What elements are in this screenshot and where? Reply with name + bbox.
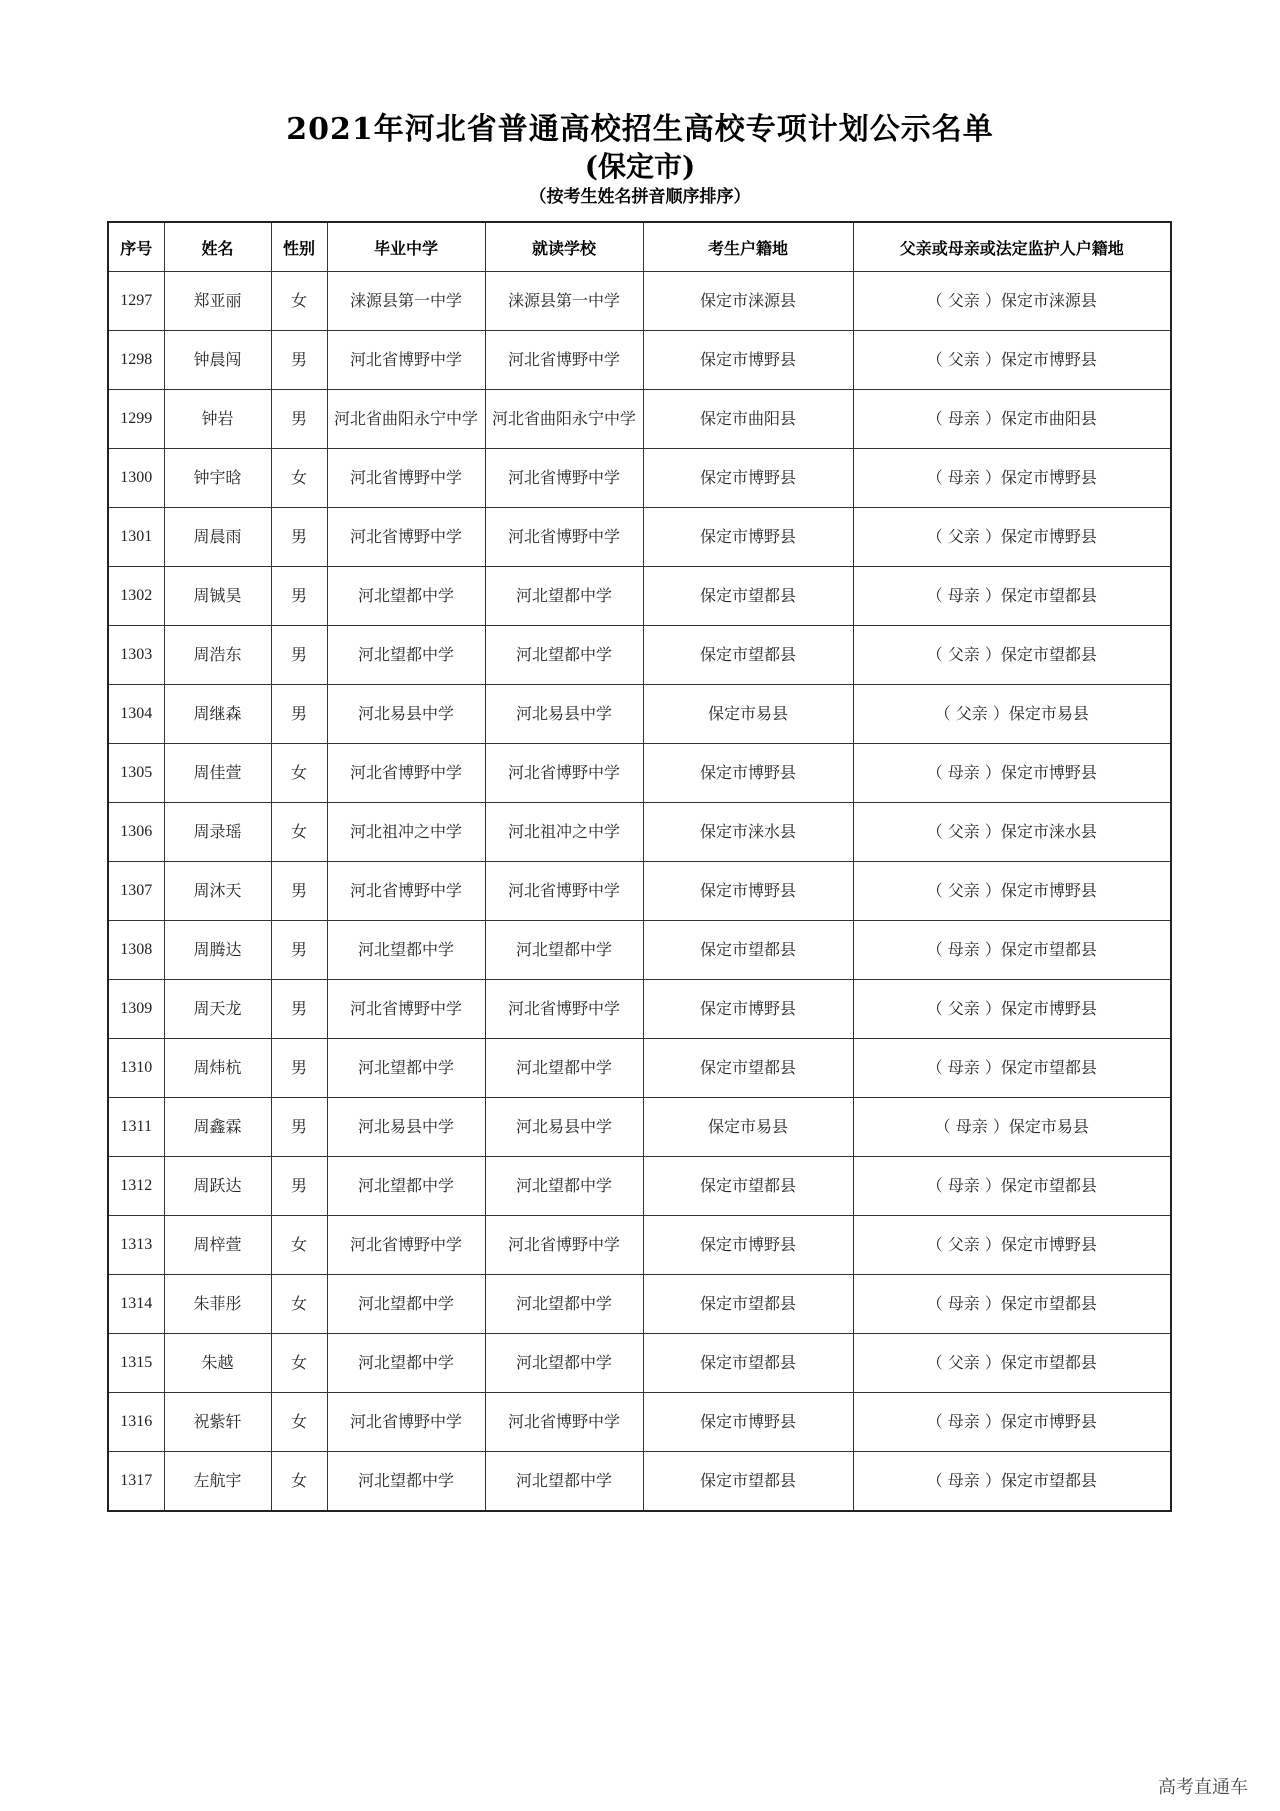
table-header-row (108, 222, 1171, 272)
cell-guardian-residence: （ 母亲 ）保定市博野县 (853, 744, 1171, 803)
column-header-name: 姓名 (164, 222, 271, 272)
cell-student-residence: 保定市博野县 (643, 508, 853, 567)
cell-gender: 男 (271, 331, 327, 390)
cell-guardian-residence: （ 母亲 ）保定市易县 (853, 1098, 1171, 1157)
table-row (108, 685, 1171, 744)
cell-gender: 女 (271, 1216, 327, 1275)
cell-student-residence: 保定市望都县 (643, 1334, 853, 1393)
cell-name: 周佳萱 (164, 744, 271, 803)
cell-name: 郑亚丽 (164, 272, 271, 331)
cell-name: 周铖昊 (164, 567, 271, 626)
cell-name: 周录瑶 (164, 803, 271, 862)
table-row (108, 449, 1171, 508)
cell-name: 朱越 (164, 1334, 271, 1393)
cell-graduated-school: 河北省博野中学 (327, 1216, 485, 1275)
cell-guardian-residence: （ 父亲 ）保定市博野县 (853, 508, 1171, 567)
cell-gender: 女 (271, 272, 327, 331)
cell-gender: 男 (271, 921, 327, 980)
cell-graduated-school: 河北省博野中学 (327, 1393, 485, 1452)
cell-name: 周天龙 (164, 980, 271, 1039)
cell-graduated-school: 河北望都中学 (327, 1275, 485, 1334)
cell-index: 1317 (108, 1452, 164, 1512)
cell-current-school: 河北望都中学 (485, 1275, 643, 1334)
cell-name: 周跃达 (164, 1157, 271, 1216)
cell-graduated-school: 河北省曲阳永宁中学 (327, 390, 485, 449)
cell-student-residence: 保定市望都县 (643, 626, 853, 685)
cell-current-school: 河北省博野中学 (485, 862, 643, 921)
cell-name: 周炜杭 (164, 1039, 271, 1098)
cell-guardian-residence: （ 母亲 ）保定市博野县 (853, 449, 1171, 508)
cell-gender: 男 (271, 626, 327, 685)
cell-graduated-school: 河北易县中学 (327, 1098, 485, 1157)
cell-name: 周梓萱 (164, 1216, 271, 1275)
table-row (108, 1098, 1171, 1157)
cell-name: 朱菲彤 (164, 1275, 271, 1334)
cell-name: 钟岩 (164, 390, 271, 449)
cell-guardian-residence: （ 母亲 ）保定市望都县 (853, 1157, 1171, 1216)
cell-gender: 男 (271, 1157, 327, 1216)
cell-current-school: 涞源县第一中学 (485, 272, 643, 331)
cell-student-residence: 保定市望都县 (643, 567, 853, 626)
cell-guardian-residence: （ 母亲 ）保定市望都县 (853, 567, 1171, 626)
cell-guardian-residence: （ 父亲 ）保定市博野县 (853, 862, 1171, 921)
column-header-index: 序号 (108, 222, 164, 272)
cell-current-school: 河北省博野中学 (485, 1216, 643, 1275)
cell-index: 1301 (108, 508, 164, 567)
cell-guardian-residence: （ 母亲 ）保定市望都县 (853, 1275, 1171, 1334)
document-subtitle: (保定市) (584, 150, 696, 183)
cell-graduated-school: 河北省博野中学 (327, 449, 485, 508)
cell-gender: 男 (271, 508, 327, 567)
table-row (108, 1452, 1171, 1512)
cell-current-school: 河北易县中学 (485, 1098, 643, 1157)
column-header-current-school: 就读学校 (485, 222, 643, 272)
cell-index: 1305 (108, 744, 164, 803)
cell-current-school: 河北省博野中学 (485, 331, 643, 390)
cell-student-residence: 保定市望都县 (643, 1157, 853, 1216)
cell-index: 1302 (108, 567, 164, 626)
table-row (108, 921, 1171, 980)
table-row (108, 1157, 1171, 1216)
cell-index: 1311 (108, 1098, 164, 1157)
cell-student-residence: 保定市博野县 (643, 449, 853, 508)
cell-graduated-school: 河北省博野中学 (327, 331, 485, 390)
cell-current-school: 河北易县中学 (485, 685, 643, 744)
cell-current-school: 河北望都中学 (485, 626, 643, 685)
cell-current-school: 河北省博野中学 (485, 980, 643, 1039)
cell-current-school: 河北望都中学 (485, 1157, 643, 1216)
cell-graduated-school: 涞源县第一中学 (327, 272, 485, 331)
cell-current-school: 河北省曲阳永宁中学 (485, 390, 643, 449)
cell-current-school: 河北望都中学 (485, 1334, 643, 1393)
table-row (108, 744, 1171, 803)
cell-index: 1308 (108, 921, 164, 980)
cell-gender: 男 (271, 980, 327, 1039)
cell-student-residence: 保定市博野县 (643, 331, 853, 390)
column-header-guardian-residence: 父亲或母亲或法定监护人户籍地 (853, 222, 1171, 272)
cell-student-residence: 保定市曲阳县 (643, 390, 853, 449)
column-header-graduated-school: 毕业中学 (327, 222, 485, 272)
watermark: 高考直通车 (1158, 1777, 1248, 1798)
cell-student-residence: 保定市望都县 (643, 1039, 853, 1098)
cell-current-school: 河北望都中学 (485, 921, 643, 980)
cell-index: 1315 (108, 1334, 164, 1393)
cell-index: 1304 (108, 685, 164, 744)
table-row (108, 567, 1171, 626)
cell-student-residence: 保定市涞源县 (643, 272, 853, 331)
cell-guardian-residence: （ 母亲 ）保定市望都县 (853, 1039, 1171, 1098)
cell-name: 钟宇晗 (164, 449, 271, 508)
cell-gender: 女 (271, 449, 327, 508)
cell-graduated-school: 河北望都中学 (327, 1452, 485, 1512)
cell-guardian-residence: （ 父亲 ）保定市望都县 (853, 1334, 1171, 1393)
cell-graduated-school: 河北望都中学 (327, 567, 485, 626)
cell-guardian-residence: （ 父亲 ）保定市易县 (853, 685, 1171, 744)
cell-current-school: 河北祖冲之中学 (485, 803, 643, 862)
cell-index: 1312 (108, 1157, 164, 1216)
cell-current-school: 河北省博野中学 (485, 508, 643, 567)
table-row (108, 1039, 1171, 1098)
cell-student-residence: 保定市望都县 (643, 1275, 853, 1334)
cell-graduated-school: 河北望都中学 (327, 626, 485, 685)
cell-guardian-residence: （ 父亲 ）保定市博野县 (853, 1216, 1171, 1275)
cell-index: 1306 (108, 803, 164, 862)
cell-gender: 男 (271, 862, 327, 921)
cell-name: 周沐天 (164, 862, 271, 921)
cell-name: 周继森 (164, 685, 271, 744)
cell-student-residence: 保定市易县 (643, 685, 853, 744)
table-row (108, 1334, 1171, 1393)
cell-gender: 女 (271, 744, 327, 803)
cell-graduated-school: 河北省博野中学 (327, 744, 485, 803)
cell-name: 周鑫霖 (164, 1098, 271, 1157)
cell-index: 1297 (108, 272, 164, 331)
cell-current-school: 河北望都中学 (485, 567, 643, 626)
cell-guardian-residence: （ 父亲 ）保定市涞水县 (853, 803, 1171, 862)
cell-gender: 女 (271, 1334, 327, 1393)
cell-index: 1299 (108, 390, 164, 449)
cell-current-school: 河北省博野中学 (485, 449, 643, 508)
cell-graduated-school: 河北省博野中学 (327, 862, 485, 921)
cell-gender: 男 (271, 685, 327, 744)
cell-graduated-school: 河北省博野中学 (327, 980, 485, 1039)
cell-student-residence: 保定市博野县 (643, 1393, 853, 1452)
cell-guardian-residence: （ 母亲 ）保定市望都县 (853, 921, 1171, 980)
cell-index: 1307 (108, 862, 164, 921)
cell-graduated-school: 河北省博野中学 (327, 508, 485, 567)
cell-gender: 男 (271, 390, 327, 449)
table-row (108, 508, 1171, 567)
cell-name: 周腾达 (164, 921, 271, 980)
cell-current-school: 河北望都中学 (485, 1039, 643, 1098)
cell-current-school: 河北望都中学 (485, 1452, 643, 1512)
cell-guardian-residence: （ 父亲 ）保定市博野县 (853, 331, 1171, 390)
cell-index: 1309 (108, 980, 164, 1039)
cell-gender: 女 (271, 1452, 327, 1512)
cell-index: 1300 (108, 449, 164, 508)
cell-current-school: 河北省博野中学 (485, 744, 643, 803)
cell-student-residence: 保定市望都县 (643, 921, 853, 980)
table-row (108, 1275, 1171, 1334)
roster-table (107, 221, 1172, 1512)
cell-name: 周浩东 (164, 626, 271, 685)
table-row (108, 272, 1171, 331)
cell-graduated-school: 河北望都中学 (327, 921, 485, 980)
cell-guardian-residence: （ 母亲 ）保定市望都县 (853, 1452, 1171, 1512)
cell-student-residence: 保定市涞水县 (643, 803, 853, 862)
cell-name: 钟晨闯 (164, 331, 271, 390)
table-row (108, 626, 1171, 685)
document-title: 2021年河北省普通高校招生高校专项计划公示名单 (286, 112, 994, 147)
cell-index: 1314 (108, 1275, 164, 1334)
cell-name: 周晨雨 (164, 508, 271, 567)
table-row (108, 862, 1171, 921)
cell-graduated-school: 河北易县中学 (327, 685, 485, 744)
table-row (108, 390, 1171, 449)
cell-graduated-school: 河北望都中学 (327, 1157, 485, 1216)
cell-index: 1313 (108, 1216, 164, 1275)
cell-student-residence: 保定市博野县 (643, 1216, 853, 1275)
cell-student-residence: 保定市博野县 (643, 862, 853, 921)
table-row (108, 803, 1171, 862)
sort-note: （按考生姓名拼音顺序排序） (529, 187, 751, 207)
cell-guardian-residence: （ 父亲 ）保定市博野县 (853, 980, 1171, 1039)
table-row (108, 1216, 1171, 1275)
cell-index: 1298 (108, 331, 164, 390)
cell-graduated-school: 河北望都中学 (327, 1039, 485, 1098)
cell-index: 1310 (108, 1039, 164, 1098)
cell-name: 祝紫轩 (164, 1393, 271, 1452)
cell-graduated-school: 河北望都中学 (327, 1334, 485, 1393)
cell-gender: 女 (271, 803, 327, 862)
table-row (108, 980, 1171, 1039)
cell-gender: 女 (271, 1393, 327, 1452)
cell-guardian-residence: （ 父亲 ）保定市望都县 (853, 626, 1171, 685)
cell-graduated-school: 河北祖冲之中学 (327, 803, 485, 862)
cell-guardian-residence: （ 母亲 ）保定市曲阳县 (853, 390, 1171, 449)
cell-name: 左航宇 (164, 1452, 271, 1512)
cell-index: 1316 (108, 1393, 164, 1452)
cell-index: 1303 (108, 626, 164, 685)
cell-student-residence: 保定市博野县 (643, 744, 853, 803)
cell-guardian-residence: （ 母亲 ）保定市博野县 (853, 1393, 1171, 1452)
cell-student-residence: 保定市望都县 (643, 1452, 853, 1512)
cell-current-school: 河北省博野中学 (485, 1393, 643, 1452)
cell-student-residence: 保定市博野县 (643, 980, 853, 1039)
column-header-gender: 性别 (271, 222, 327, 272)
table-row (108, 1393, 1171, 1452)
cell-guardian-residence: （ 父亲 ）保定市涞源县 (853, 272, 1171, 331)
cell-gender: 女 (271, 1275, 327, 1334)
cell-student-residence: 保定市易县 (643, 1098, 853, 1157)
cell-gender: 男 (271, 567, 327, 626)
cell-gender: 男 (271, 1039, 327, 1098)
table-body (108, 272, 1171, 1512)
column-header-student-residence: 考生户籍地 (643, 222, 853, 272)
table-row (108, 331, 1171, 390)
cell-gender: 男 (271, 1098, 327, 1157)
